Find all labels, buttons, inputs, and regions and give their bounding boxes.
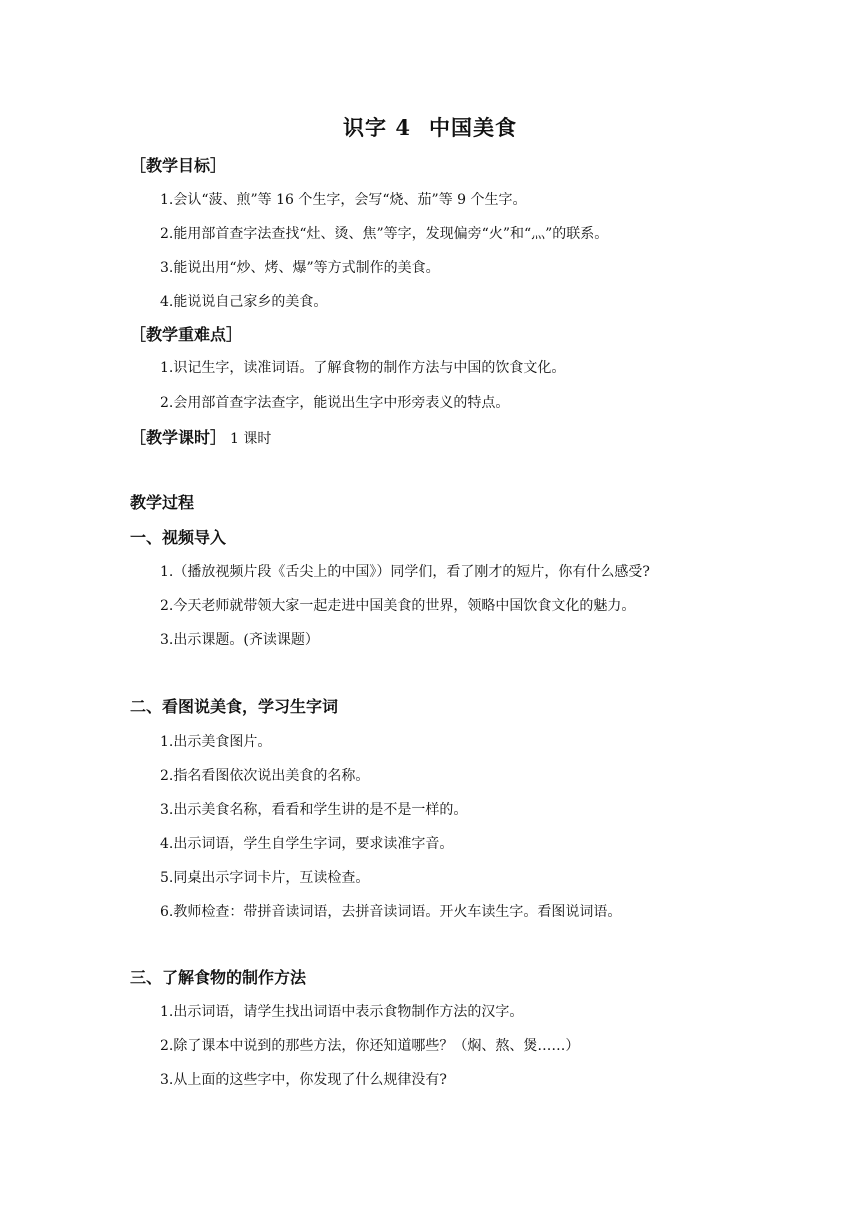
section-1-item: 3.出示课题。(齐读课题） — [160, 632, 319, 648]
section-2-item: 5.同桌出示字词卡片，互读检查。 — [160, 870, 370, 886]
goal-item: 4.能说说自己家乡的美食。 — [160, 294, 328, 310]
section-1-heading: 一、视频导入 — [130, 528, 227, 547]
document-title — [0, 112, 860, 142]
goal-item: 3.能说出用“炒、烤、爆”等方式制作的美食。 — [160, 260, 440, 276]
section-2-item: 2.指名看图依次说出美食的名称。 — [160, 768, 370, 784]
section-2-item: 6.教师检查：带拼音读词语，去拼音读词语。开火车读生字。看图说词语。 — [160, 904, 622, 920]
section-2-item: 4.出示词语，学生自学生字词，要求读准字音。 — [160, 836, 454, 852]
title-part-2: 中国美食 — [428, 115, 517, 140]
goal-item: 1.会认“菠、煎”等 16 个生字，会写“烧、茄”等 9 个生字。 — [160, 192, 527, 208]
process-heading: 教学过程 — [130, 493, 195, 512]
section-2-heading: 二、看图说美食，学习生字词 — [130, 697, 339, 716]
keypoint-item: 2.会用部首查字法查字，能说出生字中形旁表义的特点。 — [160, 395, 510, 411]
section-3-item: 2.除了课本中说到的那些方法，你还知道哪些？（焖、熬、煲……） — [160, 1038, 580, 1054]
keypoints-heading: ［教学重难点］ — [130, 325, 243, 344]
section-1-item: 2.今天老师就带领大家一起走进中国美食的世界，领略中国饮食文化的魅力。 — [160, 598, 636, 614]
section-2-item: 1.出示美食图片。 — [160, 734, 272, 750]
section-3-item: 3.从上面的这些字中，你发现了什么规律没有? — [160, 1072, 447, 1088]
hours-heading: ［教学课时］ — [130, 428, 227, 447]
goal-item: 2.能用部首查字法查找“灶、烫、焦”等字，发现偏旁“火”和“灬”的联系。 — [160, 226, 609, 242]
title-part-1: 识字 4 — [343, 115, 411, 140]
hours-line — [130, 427, 271, 450]
section-2-item: 3.出示美食名称，看看和学生讲的是不是一样的。 — [160, 802, 468, 818]
goals-heading: ［教学目标］ — [130, 156, 227, 175]
section-1-item: 1.（播放视频片段《舌尖上的中国》）同学们，看了刚才的短片，你有什么感受? — [160, 564, 650, 580]
keypoint-item: 1.识记生字，读准词语。了解食物的制作方法与中国的饮食文化。 — [160, 360, 566, 376]
hours-value: 1 课时 — [230, 431, 272, 447]
section-3-item: 1.出示词语，请学生找出词语中表示食物制作方法的汉字。 — [160, 1004, 524, 1020]
section-3-heading: 三、了解食物的制作方法 — [130, 968, 307, 987]
